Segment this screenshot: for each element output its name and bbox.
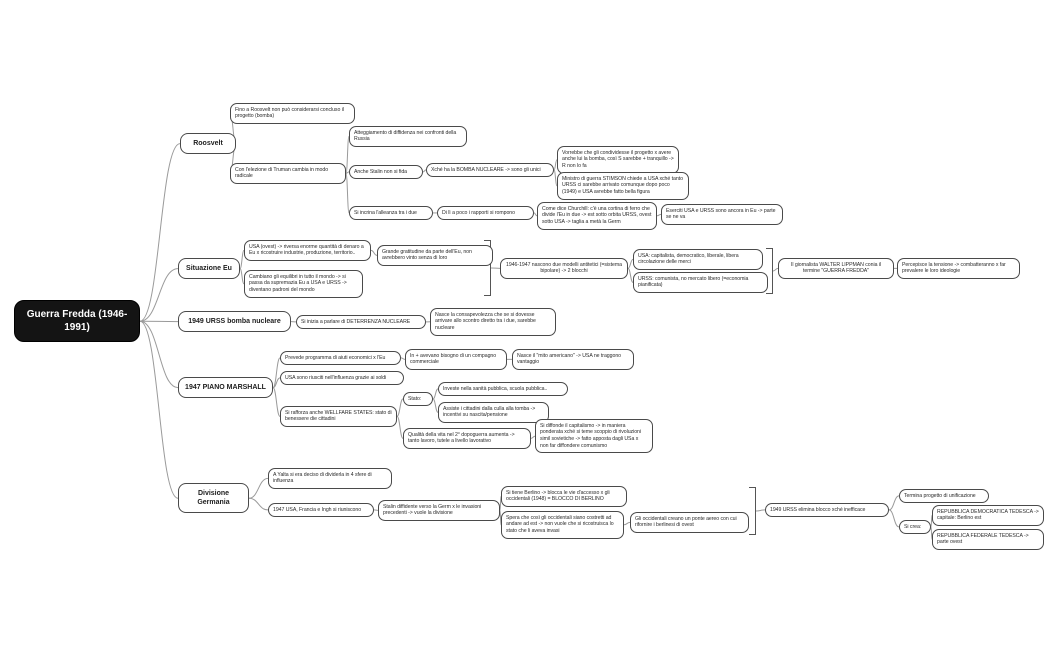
node-stato-label[interactable]: Stato: <box>403 392 433 406</box>
node-usa-riversa-denaro[interactable]: USA (ovest) -> riversa enorme quantità di denaro a Eu x ricostruire industrie, produzione, territorio.. <box>244 240 371 261</box>
node-spera-occidentali-est[interactable]: Spera che così gli occidentali siano costretti ad andare ad est -> non vuole che si ricostruisca lo stato che li aveva invasi <box>501 511 624 539</box>
node-progetto-bomba-non-concluso[interactable]: Fino a Roosvelt non può considerarsi concluso il progetto (bomba) <box>230 103 355 124</box>
node-walter-lippman[interactable]: Il giornalista WALTER LIPPMAN conia il termine "GUERRA FREDDA" <box>778 258 894 279</box>
node-deterrenza-nucleare[interactable]: Si inizia a parlare di DETERRENZA NUCLEARE <box>296 315 426 329</box>
node-guerra-fredda-root[interactable]: Guerra Fredda (1946-1991) <box>14 300 140 342</box>
node-eserciti-in-eu[interactable]: Eserciti USA e URSS sono ancora in Eu -> parte se ne va <box>661 204 783 225</box>
node-alleanza-incrinata[interactable]: Si incrina l'alleanza tra i due <box>349 206 433 220</box>
node-modello-urss[interactable]: URSS: comunista, no mercato libero (=economia pianificata) <box>633 272 768 293</box>
node-stalin-diffidente[interactable]: Stalin diffidente verso la Germ x le invasioni precedenti -> vuole la divisione <box>378 500 500 521</box>
node-assiste-culla-tomba[interactable]: Assiste i cittadini dalla culla alla tomba -> incentivi su nascita/pensione <box>438 402 549 423</box>
branch-1947-piano-marshall[interactable]: 1947 PIANO MARSHALL <box>178 377 273 398</box>
node-percepisce-tensione[interactable]: Percepisce la tensione -> combatteranno x far prevalere le loro ideologie <box>897 258 1020 279</box>
node-diffidenza-russia[interactable]: Atteggiamento di diffidenza nei confronti della Russia <box>349 126 467 147</box>
node-ministro-stimson[interactable]: Ministro di guerra STIMSON chiede a USA xché tanto URSS ci sarebbe arrivato comunque dopo poco (1949) e USA avrebbe fatto bella figura <box>557 172 689 200</box>
node-cambio-equilibri[interactable]: Cambiano gli equilibri in tutto il mondo -> si passa da supremazia Eu a USA e URSS -> diventano padroni del mondo <box>244 270 363 298</box>
node-mito-americano[interactable]: Nasce il "mito americano" -> USA ne traggono vantaggio <box>512 349 634 370</box>
node-yalta-4-sfere[interactable]: A Yalta si era deciso di dividerla in 4 sfere di influenza <box>268 468 392 489</box>
branch-divisione-germania[interactable]: Divisione Germania <box>178 483 249 513</box>
node-bomba-nucleare-unici[interactable]: Xché ha la BOMBA NUCLEARE -> sono gli unici <box>426 163 554 177</box>
node-repubblica-federale-tedesca[interactable]: REPUBBLICA FEDERALE TEDESCA -> parte ovest <box>932 529 1044 550</box>
node-repubblica-democratica-tedesca[interactable]: REPUBBLICA DEMOCRATICA TEDESCA -> capitale: Berlino est <box>932 505 1044 526</box>
node-stalin-non-si-fida[interactable]: Anche Stalin non si fida <box>349 165 423 179</box>
branch-1949-urss-bomba-nucleare[interactable]: 1949 URSS bomba nucleare <box>178 311 291 332</box>
node-aiuti-economici-eu[interactable]: Prevede programma di aiuti economici x l'Eu <box>280 351 401 365</box>
branch-roosvelt[interactable]: Roosvelt <box>180 133 236 154</box>
node-condivisione-progetto[interactable]: Vorrebbe che gli condividesse il progetto x avere anche lui la bomba, così S sarebbe + tranquillo -> R non lo fa <box>557 146 679 174</box>
node-rapporti-si-rompono[interactable]: Di lì a poco i rapporti si rompono <box>437 206 534 220</box>
node-modello-usa[interactable]: USA: capitalista, democratico, liberale, libera circolazione delle merci <box>633 249 763 270</box>
node-gratitudine-eu[interactable]: Grande gratitudine da parte dell'Eu, non avrebbero vinto senza di loro <box>377 245 493 266</box>
node-riunione-1947[interactable]: 1947 USA, Francia e Ingh si riuniscono <box>268 503 374 517</box>
node-elimina-blocco-1949[interactable]: 1949 URSS elimina blocco xché inefficace <box>765 503 889 517</box>
group-bracket-blocco-berlino <box>749 487 756 535</box>
node-cortina-di-ferro-churchill[interactable]: Come dice Churchill: c'è una cortina di ferro che divide l'Eu in due -> est sotto orbita URSS, ovest sotto USA -> taglia a metà la Germ <box>537 202 657 230</box>
node-blocco-di-berlino[interactable]: Si tiene Berlino -> blocca le vie d'accesso x gli occidentali (1948) = BLOCCO DI BERLINO <box>501 486 627 507</box>
node-investe-sanita-scuola[interactable]: Investe nella sanità pubblica, scuola pubblica.. <box>438 382 568 396</box>
node-elezione-truman[interactable]: Con l'elezione di Truman cambia in modo radicale <box>230 163 346 184</box>
node-si-crea-label[interactable]: Si crea: <box>899 520 931 534</box>
node-qualita-vita-dopoguerra[interactable]: Qualità della vita nel 2° dopoguerra aumenta -> tanto lavoro, tutele a livello lavorativo <box>403 428 531 449</box>
node-consapevolezza-scontro-nucleare[interactable]: Nasce la consapevolezza che se si dovesse arrivare allo scontro diretto tra i due, sarebbe nucleare <box>430 308 556 336</box>
node-due-modelli-antitetici[interactable]: 1946-1947 nascono due modelli antitetici (=sistema bipolare) -> 2 blocchi <box>500 258 628 279</box>
node-diffusione-capitalismo[interactable]: Si diffonde il capitalismo -> in maniera ponderata xché si teme scoppio di rivoluzioni simil sovietiche -> fatto apposta dagli USa x non far diffondere comunismo <box>535 419 653 453</box>
node-termina-unificazione[interactable]: Termina progetto di unificazione <box>899 489 989 503</box>
branch-situazione-eu[interactable]: Situazione Eu <box>178 258 240 279</box>
node-ponte-aereo[interactable]: Gli occidentali creano un ponte aereo con cui rifornire i berlinesi di ovest <box>630 512 749 533</box>
node-welfare-states[interactable]: Si rafforza anche WELLFARE STATES: stato di benessere die cittadini <box>280 406 397 427</box>
node-influenza-grazie-soldi[interactable]: USA sono riusciti nell'influenza grazie ai soldi <box>280 371 404 385</box>
node-compagno-commerciale[interactable]: In + avevano bisogno di un compagno commerciale <box>405 349 507 370</box>
